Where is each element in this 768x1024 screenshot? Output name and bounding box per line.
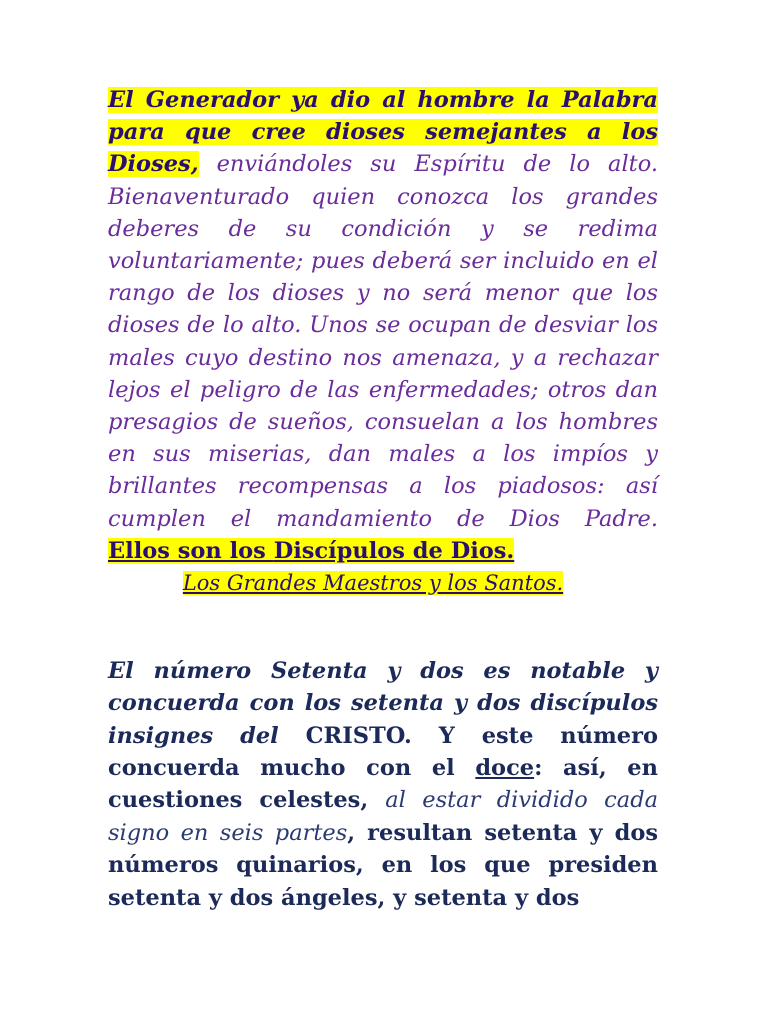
heading-disciples [108, 535, 658, 568]
subheading [88, 568, 658, 598]
para2-c: . Y este número concuerda mucho con el [108, 722, 658, 782]
highlighted-phrase: El Generador ya dio al hombre la Palabra para que cree dioses semejantes a los Dioses, [108, 87, 658, 178]
para2-d: doce [475, 755, 535, 782]
para2-f: al estar dividido cada signo en seis partes [108, 787, 659, 846]
paragraph-1-body: enviándoles su Espíritu de lo alto. Bienaventurado quien conozca los grandes deberes de su condición y se redima voluntariamente; pues deberá ser incluido en el rango de los dioses y no será menor que los dioses de lo alto. Unos se ocupan de desviar los males cuyo destino nos amenaza, y a rechazar lejos el peligro de las enfermedades; otros dan presagios de sueños, consuelan a los hombres en sus miserias, dan males a los impíos y brillantes recompensas a los piadosos: así cumplen el mandamiento de Dios Padre. [108, 151, 658, 532]
para2-a: El número Setenta y dos es notable y concuerda con los setenta y dos discípulos insignes del [108, 657, 658, 749]
paragraph-1 [108, 84, 658, 535]
para2-e: : así, en cuestiones celestes, [108, 755, 658, 814]
para2-g: , resultan setenta y dos números quinarios, en los que presiden setenta y dos ángeles, y setenta y dos [108, 819, 658, 911]
heading-part-1: Ellos son los [108, 537, 274, 564]
para2-b: CRISTO [305, 722, 404, 749]
paragraph-2 [108, 655, 658, 914]
document-page [108, 84, 658, 914]
subheading-text: Los Grandes Maestros y los Santos. [182, 570, 564, 595]
heading-part-2: Discípulos de Dios. [273, 537, 515, 564]
